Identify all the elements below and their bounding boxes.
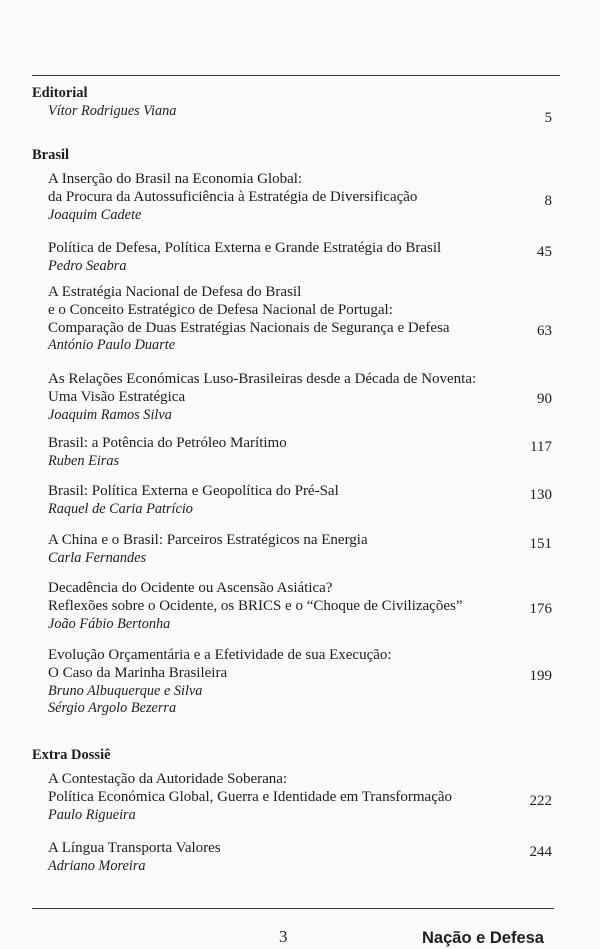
entry-title-line: O Caso da Marinha Brasileira [48, 664, 228, 681]
entry-author: Paulo Rigueira [48, 806, 136, 823]
entry-title-line: da Procura da Autossuficiência à Estratégia de Diversificação [48, 188, 418, 205]
entry-author: Ruben Eiras [48, 452, 120, 469]
toc-entry[interactable] [48, 771, 558, 824]
entry-author: João Fábio Bertonha [48, 615, 171, 632]
entry-page: 151 [529, 536, 552, 552]
entry-title-line: A Língua Transporta Valores [48, 840, 221, 856]
entry-title-line: Política de Defesa, Política Externa e Grande Estratégia do Brasil [48, 240, 442, 256]
entry-author: Bruno Albuquerque e Silva [48, 682, 203, 699]
entry-title-line: Política Económica Global, Guerra e Identidade em Transformação [48, 788, 453, 805]
entry-title-line: A Inserção do Brasil na Economia Global: [48, 171, 303, 187]
entry-title-line: Brasil: Política Externa e Geopolítica do Pré-Sal [48, 483, 339, 499]
entry-page: 222 [529, 793, 552, 809]
entry-title-line: A Estratégia Nacional de Defesa do Brasil [48, 284, 302, 300]
entry-author: Adriano Moreira [48, 857, 146, 874]
entry-title-line: A China e o Brasil: Parceiros Estratégicos na Energia [48, 532, 368, 548]
section-heading-editorial: Editorial [32, 85, 88, 101]
bottom-rule [32, 908, 554, 909]
entry-page: 199 [529, 668, 552, 684]
entry-title-line: As Relações Económicas Luso-Brasileiras desde a Década de Noventa: [48, 371, 477, 387]
entry-author: Joaquim Cadete [48, 206, 142, 223]
entry-page: 90 [537, 391, 552, 407]
entry-page: 45 [537, 244, 552, 260]
toc-entry[interactable] [48, 284, 558, 355]
entry-author: Vítor Rodrigues Viana [48, 103, 177, 119]
toc-entry[interactable] [48, 532, 558, 568]
entry-page: 176 [529, 601, 552, 617]
entry-page: 63 [537, 323, 552, 339]
entry-author: Sérgio Argolo Bezerra [48, 700, 177, 717]
entry-title-line: Uma Visão Estratégica [48, 388, 186, 405]
toc-entry[interactable] [48, 435, 558, 471]
entry-title-line: A Contestação da Autoridade Soberana: [48, 771, 288, 787]
entry-author: Joaquim Ramos Silva [48, 406, 172, 423]
entry-page: 117 [530, 439, 552, 455]
toc-entry[interactable] [48, 840, 558, 876]
toc-entry[interactable] [48, 647, 558, 718]
toc-entry[interactable] [48, 371, 558, 424]
entry-author: Raquel de Caria Patrício [48, 500, 193, 517]
entry-page: 130 [529, 487, 552, 503]
entry-title-line: e o Conceito Estratégico de Defesa Nacional de Portugal: [48, 301, 393, 318]
entry-title-line: Decadência do Ocidente ou Ascensão Asiática? [48, 580, 333, 596]
page-number: 3 [279, 927, 288, 946]
toc-entry[interactable] [48, 171, 558, 224]
entry-page: 244 [529, 844, 552, 860]
toc-entry[interactable] [48, 483, 558, 519]
entry-page: 8 [544, 193, 552, 209]
entry-author: Carla Fernandes [48, 549, 147, 566]
toc-entry[interactable] [48, 580, 558, 633]
journal-title: Nação e Defesa [422, 929, 544, 947]
section-heading-extra-dossie: Extra Dossiê [32, 747, 111, 763]
entry-title-line: Comparação de Duas Estratégias Nacionais de Segurança e Defesa [48, 319, 450, 336]
toc-entry-editorial[interactable] [48, 103, 558, 126]
entry-title-line: Brasil: a Potência do Petróleo Marítimo [48, 435, 287, 451]
section-heading-brasil: Brasil [32, 147, 70, 163]
entry-author: António Paulo Duarte [48, 337, 176, 354]
entry-title-line: Evolução Orçamentária e a Efetividade de sua Execução: [48, 647, 392, 663]
entry-page: 5 [544, 110, 552, 126]
entry-title-line: Reflexões sobre o Ocidente, os BRICS e o “Choque de Civilizações” [48, 597, 463, 614]
entry-author: Pedro Seabra [48, 257, 127, 274]
toc-entry[interactable] [48, 240, 558, 276]
